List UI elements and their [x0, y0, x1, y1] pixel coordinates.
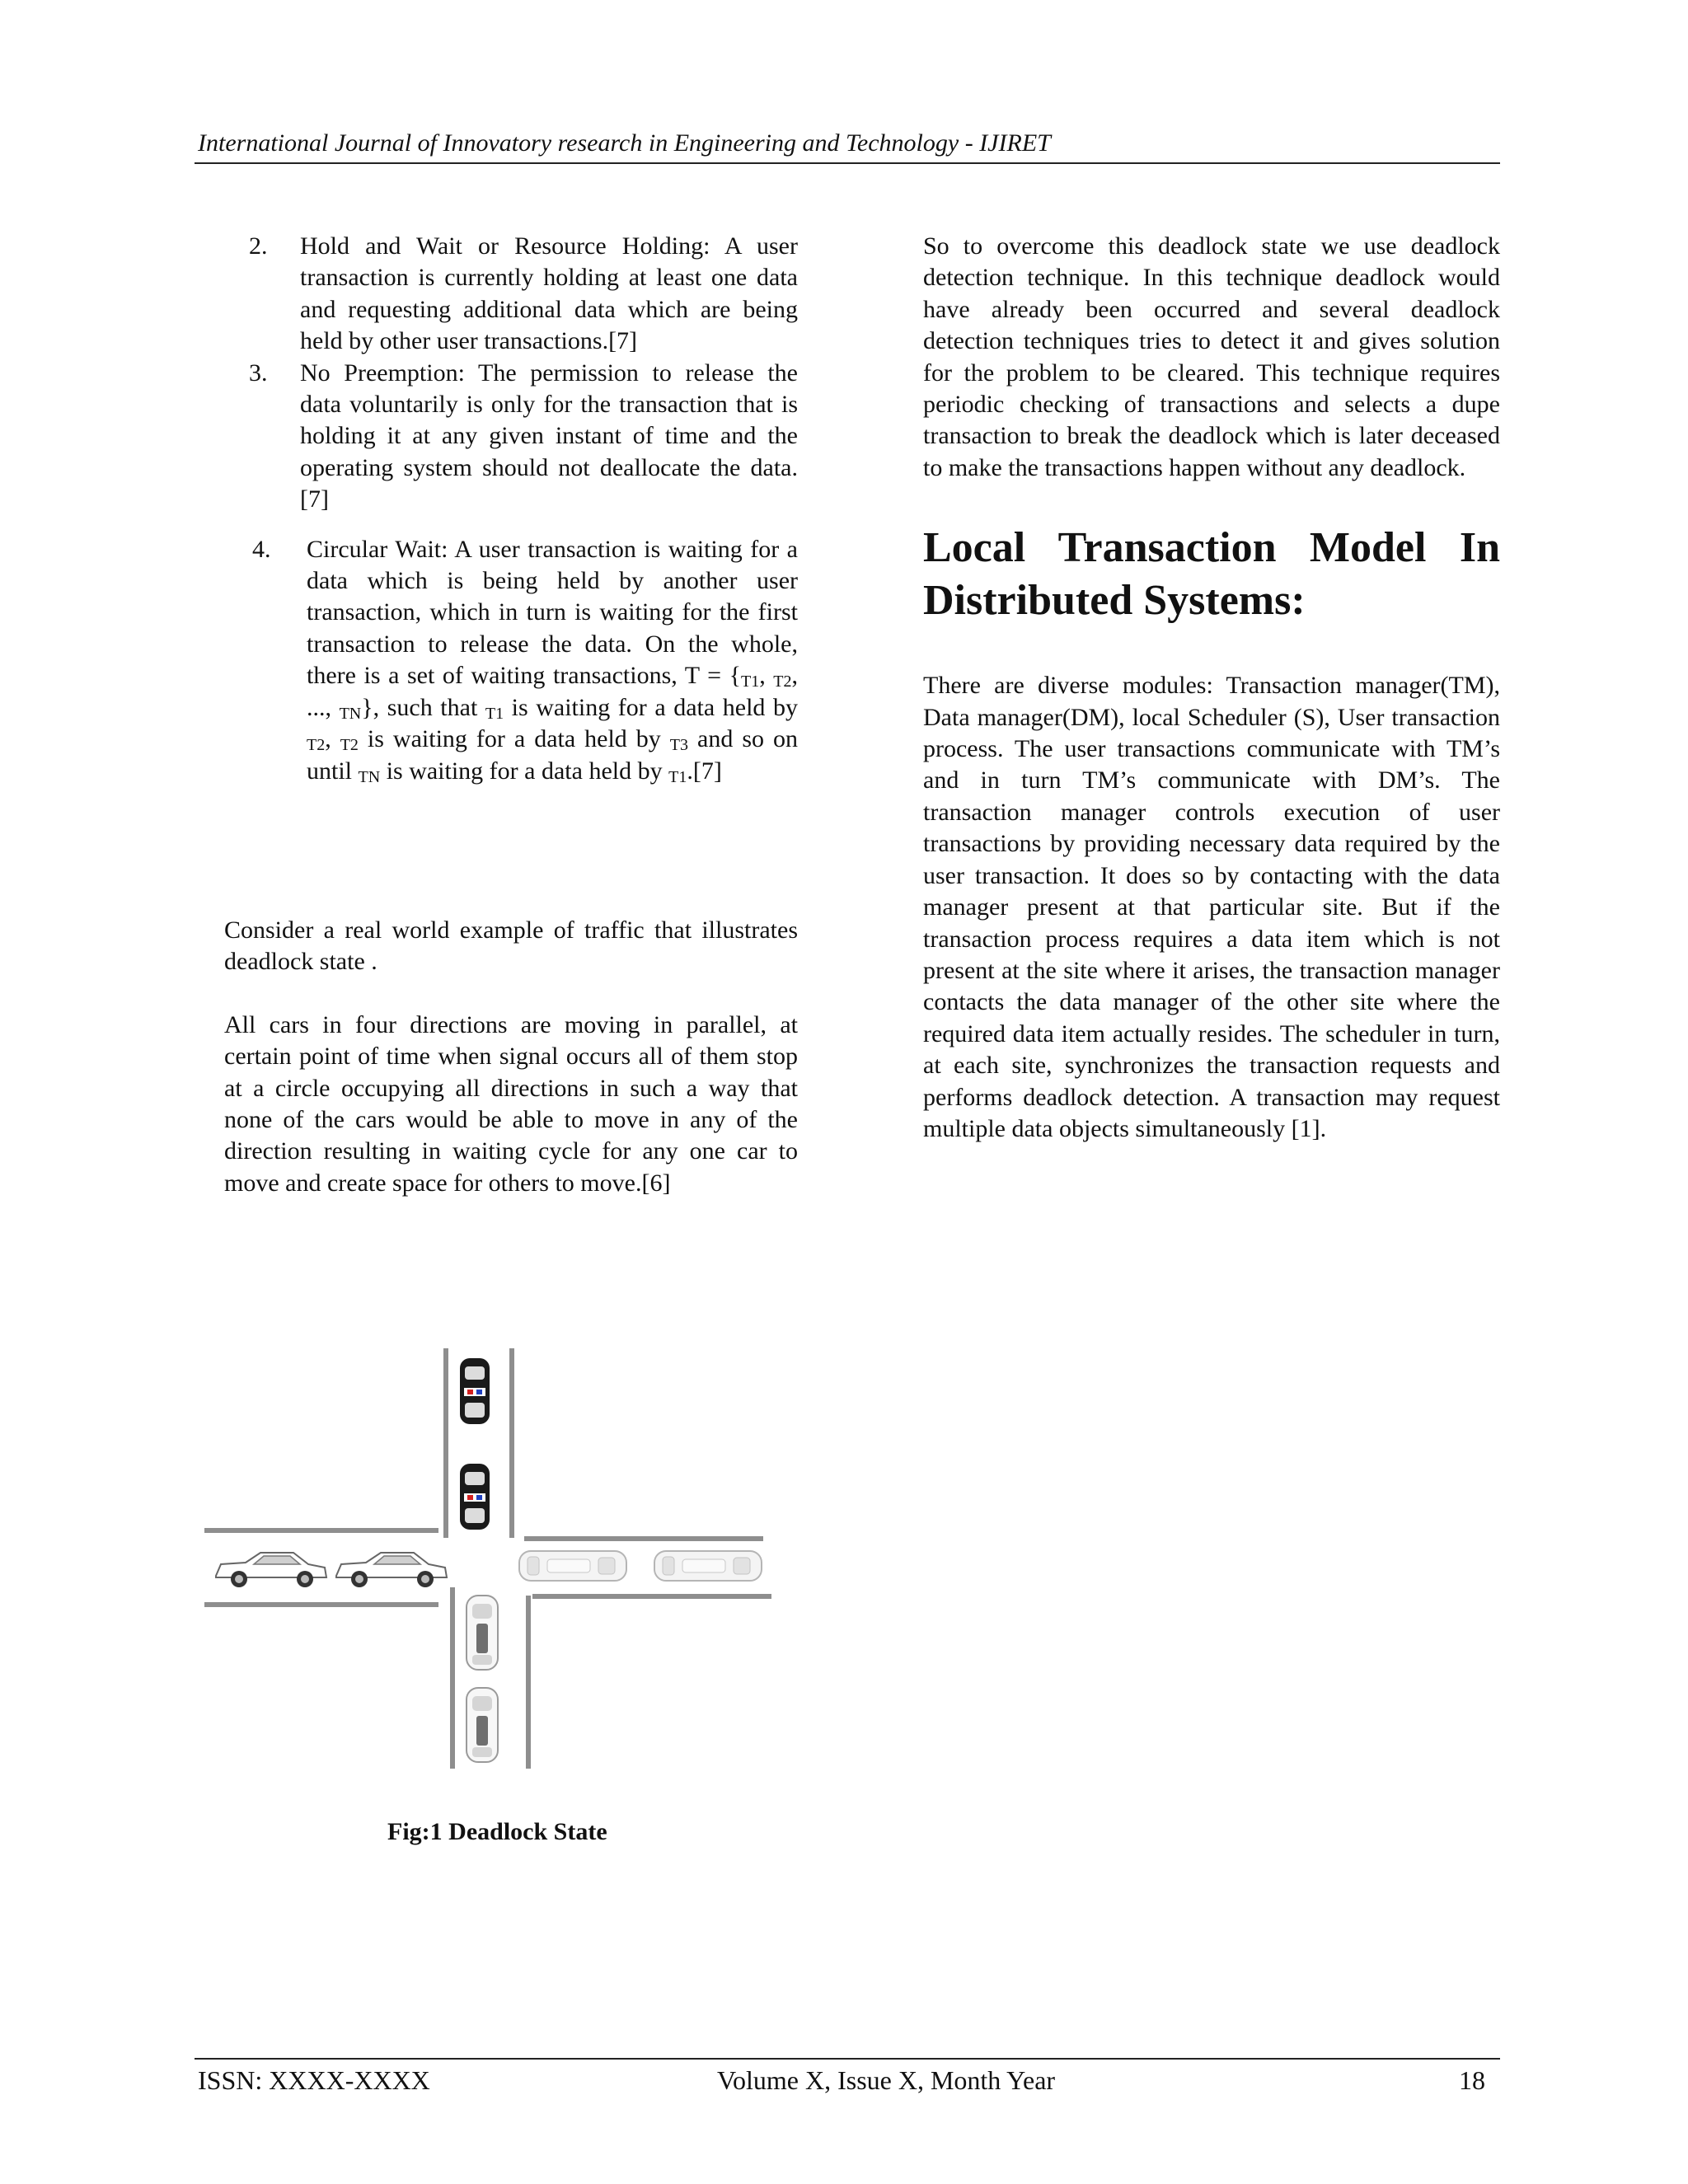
page-number: 18: [1459, 2065, 1485, 2095]
limo-right-2: [654, 1551, 762, 1581]
car-bottom-1: [467, 1596, 498, 1670]
list-item-no-preemption: [224, 358, 798, 516]
police-car-2: [460, 1464, 490, 1530]
list-item-circular-wait: [224, 534, 798, 787]
footer-volume: Volume X, Issue X, Month Year: [717, 2065, 1056, 2095]
list-text: Circular Wait: A user transaction is waiting for a data which is being held by another user transaction, which in turn is waiting for the first transaction to release the data. On the whole, there is a set of waiting transactions, $T = \{_{T1}$, $_{T2}$, ..., $_{TN}$}, such that $_{T1}$ is waiting for a data held by $_{T2}$, $_{T2}$ is waiting for a data held by $_{T3}$ and so on until $_{TN}$ is waiting for a data held by $_{T1}$.[7]: [307, 535, 799, 786]
figure-caption: Fig:1 Deadlock State: [387, 1818, 607, 1845]
running-head: International Journal of Innovatory research in Engineering and Technology - IJIRET: [198, 129, 1051, 157]
sedan-left-1: [216, 1553, 326, 1587]
police-car-1: [460, 1358, 490, 1424]
traffic-example-paragraph: Consider a real world example of traffic that illustrates deadlock state .: [224, 916, 798, 976]
deadlock-figure: [204, 1348, 771, 1769]
deadlock-detection-paragraph: So to overcome this deadlock state we use deadlock detection technique. In this technique deadlock would have already been occurred and several deadlock detection techniques tries to detect it and gives solution for the problem to be cleared. This technique requires periodic checking of transactions and selects a dupe transaction to break the deadlock which is later deceased to make the transactions happen without any deadlock.: [923, 232, 1500, 481]
list-text: No Preemption: The permission to release the data voluntarily is only for the transaction that is holding it at any given instant of time and the operating system should not deallocate the data.[7]: [300, 359, 798, 513]
car-bottom-2: [467, 1688, 498, 1762]
limo-right-1: [519, 1551, 626, 1581]
list-number: 2.: [249, 232, 268, 260]
sedan-left-2: [336, 1553, 447, 1587]
footer-rule: [195, 2058, 1500, 2060]
footer-issn: ISSN: XXXX-XXXX: [198, 2065, 430, 2095]
list-item-hold-and-wait: [224, 231, 798, 358]
transaction-model-paragraph: There are diverse modules: Transaction manager(TM), Data manager(DM), local Scheduler (S), User transaction process. The user transactions communicate with TM’s and in turn TM’s communicate with DM’s. The transaction manager controls execution of user transactions by providing necessary data required by the user transaction. It does so by contacting with the data manager present at that particular site. But if the transaction process requires a data item which is not present at the site where it arises, the transaction manager contacts the data manager of the other site where the required data item actually resides. The scheduler in turn, at each site, synchronizes the transaction requests and performs deadlock detection. A transaction may request multiple data objects simultaneously [1].: [923, 672, 1500, 1142]
list-text: Hold and Wait or Resource Holding: A user transaction is currently holding at least one data and requesting additional data which are being held by other user transactions.[7]: [300, 232, 798, 355]
list-number: 3.: [249, 359, 268, 387]
left-column: [224, 231, 798, 1199]
list-number: 4.: [252, 535, 271, 563]
right-column: [923, 231, 1500, 1145]
header-rule: [195, 162, 1500, 164]
cars-paragraph: All cars in four directions are moving in parallel, at certain point of time when signal occurs all of them stop at a circle occupying all directions in such a way that none of the cars would be able to move in any of the direction resulting in waiting cycle for any one car to move and create space for others to move.[6]: [224, 1010, 798, 1197]
section-heading: Local Transaction Model In Distributed Systems:: [923, 524, 1500, 625]
